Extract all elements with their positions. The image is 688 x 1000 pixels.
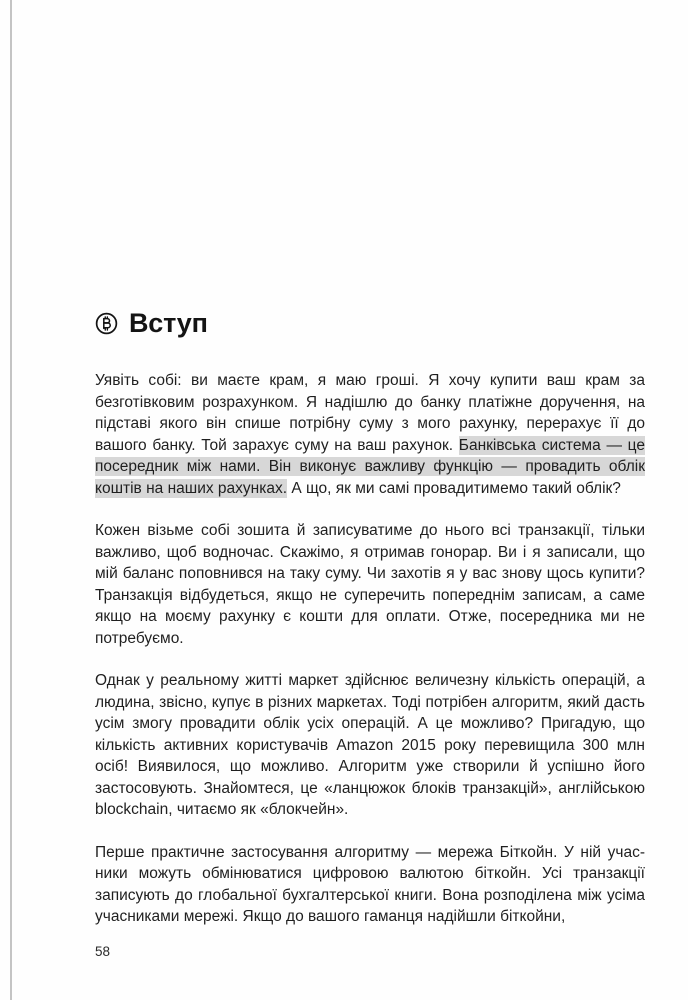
text-segment: Однак у реальному житті маркет здійснює величезну кількість операцій, а людина, звісно, купує в різних маркетах. Тоді потрібен алгоритм, який дасть усім змогу провадити облік усіх операцій. А це можливо? Пригадую, що кількість активних користувачів Amazon 2015 року перевищила 300 млн осіб! Виявилося, що можливо. Алгоритм уже створили й успішно його застосовують. Знайомтеся, це «ланцюжок блоків транзакцій», англійською blockchain, читаємо як «блокчейн». (95, 672, 645, 818)
text-segment: Кожен візьме собі зошита й записуватиме до нього всі транзакції, тільки важливо, щоб водночас. Скажімо, я отримав гонорар. Ви і я записали, що мій баланс поповнився на таку суму. Чи захотів я у вас знову щось купити? Транзакція відбудеться, якщо не суперечить попереднім записам, а саме якщо на моєму рахунку є кошти для оплати. Отже, посередника ми не потребуємо. (95, 522, 645, 647)
text-segment: А що, як ми самі провадитимемо такий облік? (287, 479, 621, 497)
paragraph (95, 370, 645, 499)
chapter-title: Вступ (129, 308, 208, 338)
page-edge-line (10, 0, 12, 1000)
paragraph (95, 670, 645, 821)
paragraph (95, 842, 645, 928)
text-segment: Уявіть собі: ви маєте крам, я маю гроші. Я хочу купити ваш крам за безготівковим розрахунком. Я надішлю до банку платіжне доручення, на підставі якого він спише потрібну суму з мого рахунку, перерахує її до вашого банку. Той зарахує суму на ваш рахунок. (95, 372, 645, 454)
highlighted-text: Банківська система — це посередник між нами. Він виконує важливу функцію — провадить облік коштів на наших рахунках. (95, 436, 645, 497)
chapter-heading (95, 310, 645, 337)
body-text (95, 370, 645, 949)
paragraph (95, 520, 645, 649)
text-segment: Перше практичне застосування алгоритму — мережа Біткойн. У ній учасники можуть обмінюватися цифровою валютою біткойн. Усі транзакції записують до глобальної бухгалтерської книги. Вона розподілена між усіма учасниками мережі. Якщо до вашого гаманця надійшли біткойни, (95, 843, 645, 925)
page-number: 58 (95, 944, 111, 959)
bitcoin-circle-icon (95, 312, 118, 335)
